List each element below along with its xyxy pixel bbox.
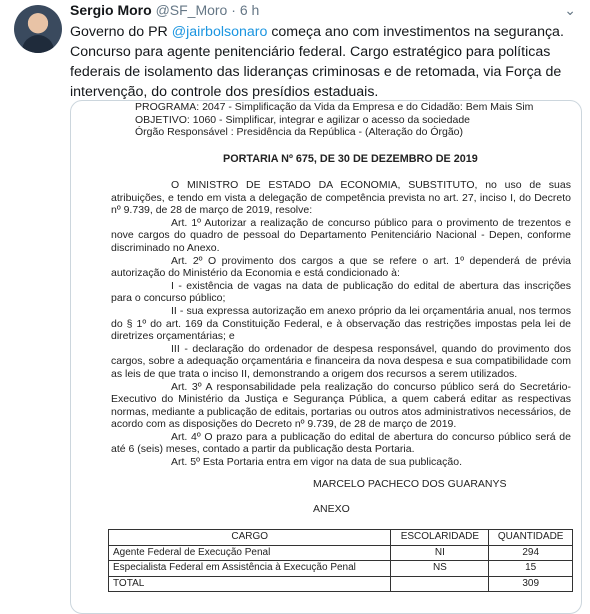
paragraph: Art. 1º Autorizar a realização de concurso público para o provimento de trezentos e nove cargos do quadro de pessoal do Departamento Penitenciário Nacional - Depen, conforme discriminado no Anexo. <box>111 216 571 254</box>
doc-header-lines: PROGRAMA: 2047 - Simplificação da Vida da Empresa e do Cidadão: Bem Mais Sim OBJETIVO: 1060 - Simplificar, integrar e agilizar o acesso da sociedade Órgão Responsável : Presidência da República - (Alteração do Órgão) <box>135 101 534 139</box>
table-cell: NS <box>391 561 489 577</box>
portaria-body <box>111 179 571 469</box>
paragraph: Art. 3º A responsabilidade pela realização do concurso público será do Secretário-Executivo do Ministério da Justiça e Segurança Pública, a quem caberá editar as respectivas normas, mediante a publicação de editais, portarias ou outros atos administrativos necessários, de acordo com as disposições do Decreto nº 9.739, de 28 de março de 2019. <box>111 380 571 431</box>
mention-link[interactable]: @jairbolsonaro <box>171 24 268 40</box>
portaria-title: PORTARIA Nº 675, DE 30 DE DEZEMBRO DE 2019 <box>223 153 478 165</box>
tweet-text-part: começa ano com investimentos na segurança. Concurso para agente penitenciário federal. Cargo estratégico para políticas federais de isolamento das lideranças criminosas e de retomada, via Força de intervenção, do controle dos presídios estaduais. <box>70 24 564 100</box>
paragraph: III - declaração do ordenador de despesa responsável, quando do provimento dos cargos, sobre a adequação orçamentária e financeira da nova despesa e sua compatibilidade com as leis de que trata o inciso II, demonstrando a origem dos recursos a serem utilizados. <box>111 342 571 380</box>
avatar[interactable] <box>14 5 62 53</box>
table-cell: Agente Federal de Execução Penal <box>109 545 391 561</box>
signature-name: MARCELO PACHECO DOS GUARANYS <box>313 478 507 490</box>
author-handle[interactable]: @SF_Moro <box>155 2 228 18</box>
chevron-down-icon[interactable]: ⌄ <box>564 2 576 18</box>
table-row <box>109 576 573 592</box>
tweet-time[interactable]: 6 h <box>239 2 260 18</box>
table-cell: NI <box>391 545 489 561</box>
table-cell: 15 <box>489 561 573 577</box>
paragraph: Art. 4º O prazo para a publicação do edital de abertura do concurso público será de até 6 (seis) meses, contado a partir da publicação desta Portaria. <box>111 430 571 456</box>
document-image <box>103 101 577 613</box>
annex-title: ANEXO <box>313 503 350 515</box>
tweet-header <box>70 2 259 18</box>
tweet-media[interactable] <box>70 100 582 614</box>
paragraph: Art. 2º O provimento dos cargos a que se refere o art. 1º dependerá de prévia autorização do Ministério da Economia e está condicionado à: <box>111 254 571 280</box>
paragraph: I - existência de vagas na data de publicação do edital de abertura das inscrições para o concurso público; <box>111 279 571 305</box>
table-row <box>109 561 573 577</box>
table-cell: 309 <box>489 576 573 592</box>
column-header: ESCOLARIDADE <box>391 530 489 546</box>
table-row <box>109 545 573 561</box>
table-header-row <box>109 530 573 546</box>
table-cell: Especialista Federal em Assistência à Execução Penal <box>109 561 391 577</box>
table-cell: TOTAL <box>109 576 391 592</box>
column-header: CARGO <box>109 530 391 546</box>
tweet-text-part: Governo do PR <box>70 24 172 40</box>
separator: · <box>231 2 236 18</box>
table-cell <box>391 576 489 592</box>
author-name[interactable]: Sergio Moro <box>70 2 152 18</box>
paragraph: Art. 5º Esta Portaria entra em vigor na data de sua publicação. <box>171 456 462 469</box>
table-cell: 294 <box>489 545 573 561</box>
annex-table <box>108 529 573 592</box>
paragraph: II - sua expressa autorização em anexo próprio da lei orçamentária anual, nos termos do § 1º do art. 169 da Constituição Federal, e à observação das restrições impostas pela lei de diretrizes orçamentárias; e <box>111 304 571 343</box>
column-header: QUANTIDADE <box>489 530 573 546</box>
paragraph: O MINISTRO DE ESTADO DA ECONOMIA, SUBSTITUTO, no uso de suas atribuições, e tendo em vista a delegação de competência prevista no art. 27, inciso I, do Decreto nº 9.739, de 28 de março de 2019, resolve: <box>111 179 571 217</box>
tweet-text <box>70 22 575 102</box>
